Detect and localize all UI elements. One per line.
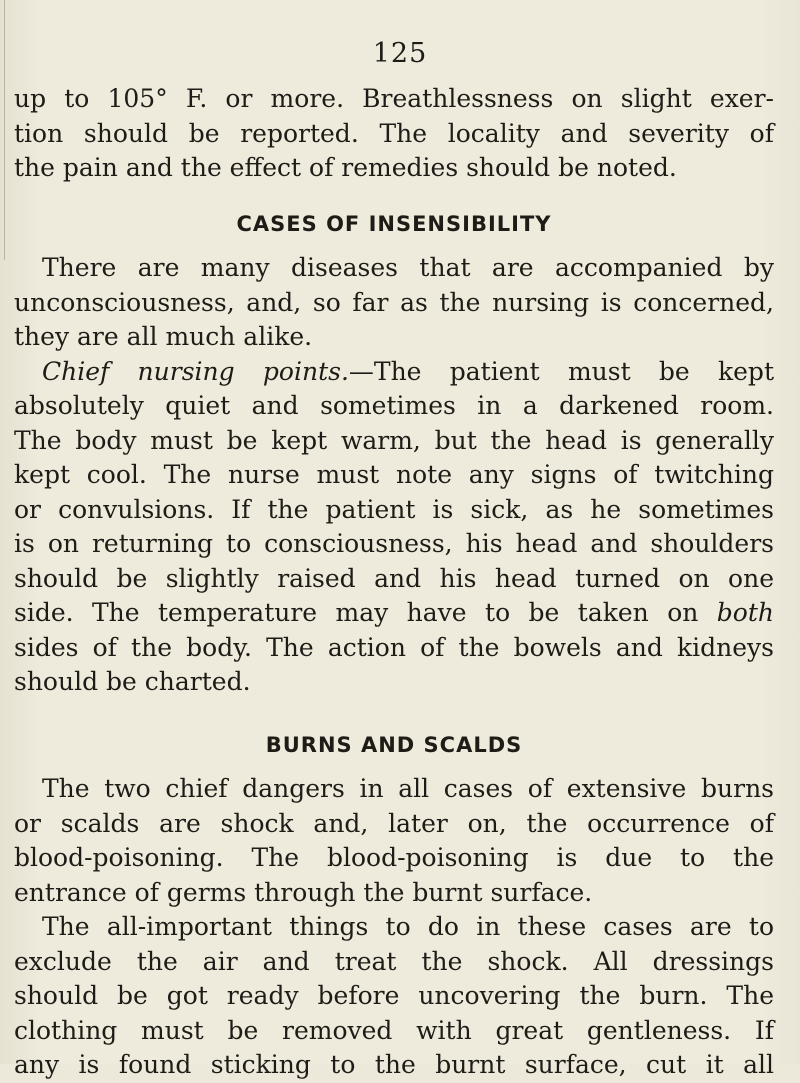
text-line bbox=[14, 596, 774, 631]
text-line: clothing must be removed with great gentleness. If bbox=[14, 1015, 774, 1045]
text-fragment: —The patient must be kept bbox=[348, 356, 774, 386]
body-text bbox=[14, 82, 774, 1083]
text-line: entrance of germs through the burnt surface. bbox=[14, 877, 593, 907]
text-line: should be got ready before uncovering the burn. The bbox=[14, 981, 774, 1010]
text-line: absolutely quiet and sometimes in a darkened room. bbox=[14, 391, 774, 420]
text-line: The all-important things to do in these cases are to bbox=[42, 912, 774, 941]
text-line: tion should be reported. The locality and severity of bbox=[14, 118, 774, 148]
italic-lead: Chief nursing points. bbox=[42, 356, 349, 386]
text-line: any is found sticking to the burnt surface, cut it all bbox=[14, 1050, 774, 1079]
text-line bbox=[14, 355, 774, 390]
text-line: they are all much alike. bbox=[14, 322, 313, 351]
italic-word: both bbox=[716, 598, 774, 627]
section-heading: CASES OF INSENSIBILITY bbox=[236, 211, 552, 236]
text-line: kept cool. The nurse must note any signs of twitching bbox=[14, 460, 774, 489]
text-line: should be charted. bbox=[14, 667, 251, 696]
page-number: 125 bbox=[372, 38, 428, 69]
text-line: or convulsions. If the patient is sick, as he sometimes bbox=[14, 494, 774, 524]
text-line: exclude the air and treat the shock. All dressings bbox=[14, 946, 774, 976]
text-line: unconsciousness, and, so far as the nursing is concerned, bbox=[14, 287, 774, 317]
text-line: or scalds are shock and, later on, the occurrence of bbox=[14, 808, 774, 838]
text-line: There are many diseases that are accompanied by bbox=[42, 253, 774, 282]
text-fragment: side. The temperature may have to be taken on bbox=[14, 598, 717, 627]
text-line: The body must be kept warm, but the head is generally bbox=[14, 425, 774, 455]
section-heading: BURNS AND SCALDS bbox=[265, 732, 523, 757]
text-line: is on returning to consciousness, his head and shoulders bbox=[14, 529, 774, 558]
text-line: the pain and the effect of remedies should be noted. bbox=[14, 153, 677, 182]
text-line: The two chief dangers in all cases of extensive burns bbox=[42, 774, 774, 803]
text-line: sides of the body. The action of the bowels and kidneys bbox=[14, 632, 774, 662]
text-line: up to 105° F. or more. Breathlessness on slight exer- bbox=[14, 84, 774, 113]
text-line: blood-poisoning. The blood-poisoning is due to the bbox=[14, 843, 774, 872]
text-line: should be slightly raised and his head turned on one bbox=[14, 563, 774, 593]
